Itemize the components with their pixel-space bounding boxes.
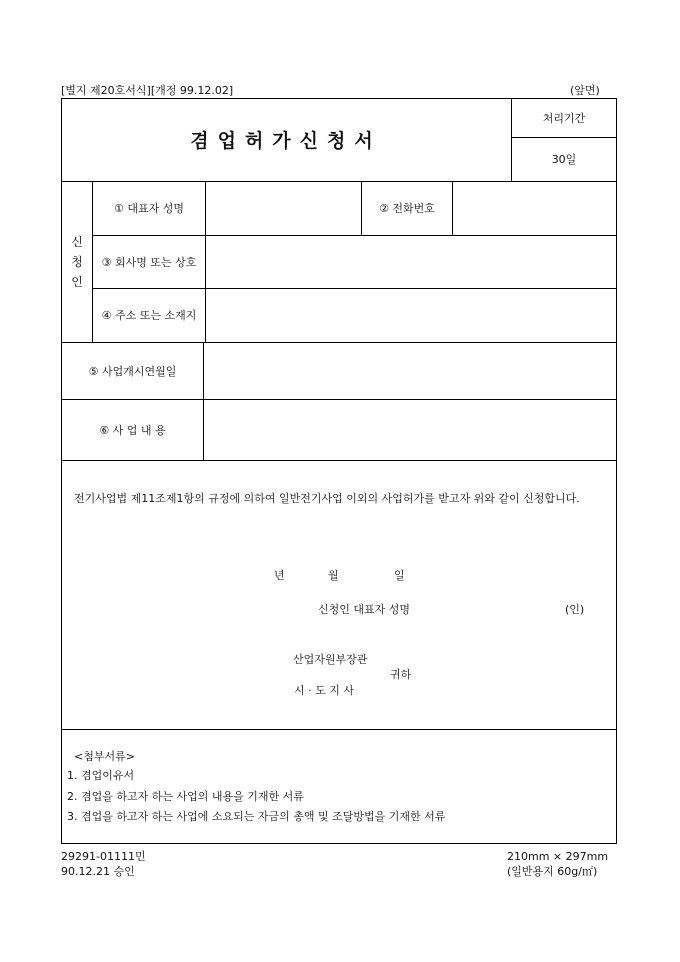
date-day: 일 <box>394 569 405 582</box>
seal-mark: (인) <box>565 603 585 616</box>
declaration-text: 전기사업법 제11조제1항의 규정에 의하여 일반전기사업 이외의 사업허가를 받고자 위와 같이 신청합니다. <box>74 492 580 505</box>
address-label: ④ 주소 또는 소재지 <box>101 309 197 322</box>
attachment-item: 2. 겸업을 하고자 하는 사업의 내용을 기재한 서류 <box>67 790 304 803</box>
representative-name-label: ① 대표자 성명 <box>114 202 184 215</box>
business-start-date-field[interactable] <box>204 343 616 399</box>
company-name-label: ③ 회사명 또는 상호 <box>101 255 197 269</box>
attachment-item: 3. 겸업을 하고자 하는 사업에 소요되는 자금의 총액 및 조달방법을 기재한 서류 <box>67 810 446 823</box>
addressee-honorific: 귀하 <box>390 668 412 681</box>
date-year: 년 <box>274 569 285 582</box>
processing-period-label: 처리기간 <box>542 111 586 125</box>
attachments-title: <첨부서류> <box>74 750 135 763</box>
approval-date: 90.12.21 승인 <box>61 865 135 878</box>
signature-label: 신청인 대표자 성명 <box>318 603 411 616</box>
addressee-minister: 산업자원부장관 <box>293 653 368 666</box>
applicant-section-label: 신 청 인 <box>71 235 83 289</box>
form-reference: [별지 제20호서식][개정 99.12.02] <box>61 84 234 97</box>
business-start-date-label: ⑤ 사업개시연월일 <box>88 364 177 378</box>
form-title: 겸업허가신청서 <box>190 130 382 152</box>
paper-type: (일반용지 60g/㎡) <box>507 865 598 878</box>
representative-name-field[interactable] <box>206 182 361 235</box>
business-content-field[interactable] <box>204 400 616 460</box>
paper-size: 210mm × 297mm <box>507 850 609 863</box>
phone-number-field[interactable] <box>453 182 616 235</box>
addressee-governor: 시 · 도 지 사 <box>294 684 354 697</box>
phone-number-label: ② 전화번호 <box>379 202 435 215</box>
page-side-label: (앞면) <box>570 84 600 97</box>
processing-period-value: 30일 <box>551 153 577 166</box>
form-code: 29291-01111민 <box>61 850 146 863</box>
business-content-label: ⑥ 사 업 내 용 <box>99 423 166 437</box>
address-field[interactable] <box>206 289 616 342</box>
company-name-field[interactable] <box>206 236 616 288</box>
attachment-item: 1. 겸업이유서 <box>67 769 135 782</box>
date-month: 월 <box>328 569 339 582</box>
